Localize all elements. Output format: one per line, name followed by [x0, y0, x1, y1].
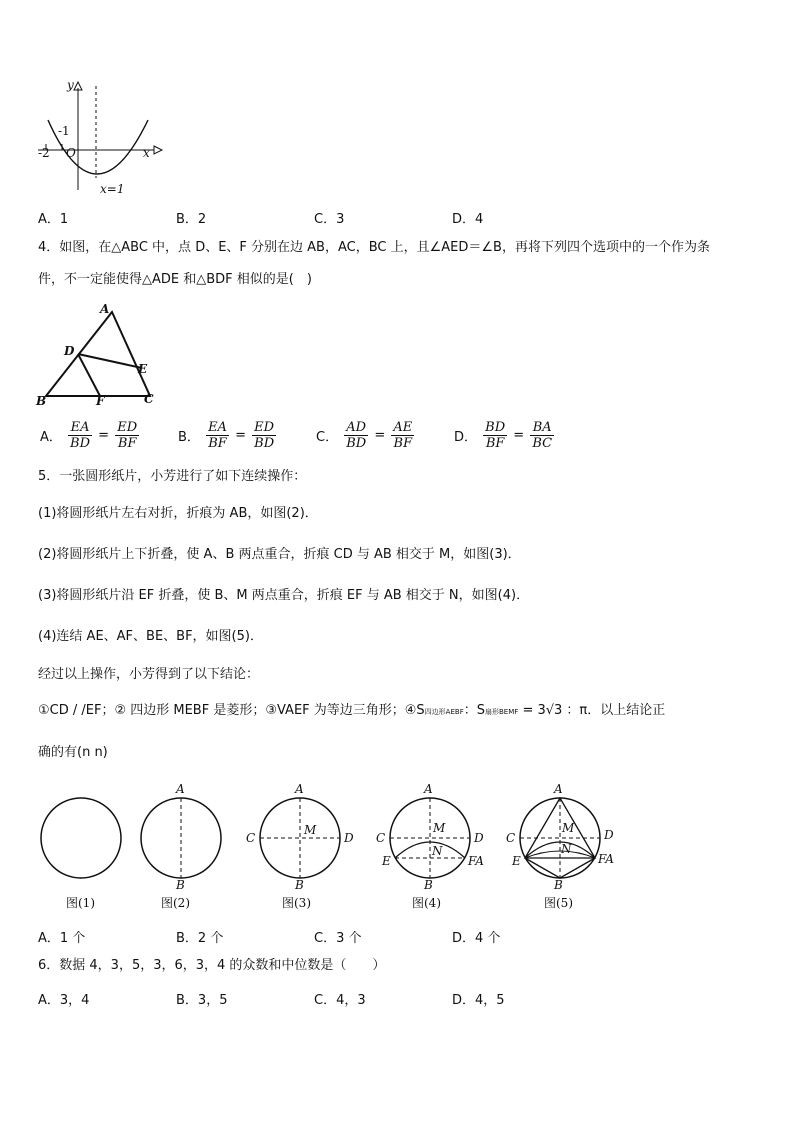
q5-option-b[interactable]: B．2 个 — [176, 931, 224, 946]
fig4-label-d: D — [474, 831, 484, 845]
q5-conclusion-line2: 确的有(n n) — [38, 745, 108, 760]
vertex-d-label: D — [64, 344, 75, 358]
q3-option-c[interactable]: C．3 — [314, 212, 345, 227]
q5-stem: 5．一张圆形纸片，小芳进行了如下连续操作： — [38, 469, 307, 484]
q4-stem-line1: 4．如图，在△ABC 中，点 D、E、F 分别在边 AB，AC，BC 上，且∠AED＝∠B，再将下列四个选项中的一个作为条 — [38, 240, 710, 255]
q5-option-c[interactable]: C．3 个 — [314, 931, 362, 946]
q4-triangle-figure — [32, 300, 167, 415]
q5-step-1: (1)将圆形纸片左右对折，折痕为 AB，如图(2)． — [38, 506, 318, 521]
q5-figures — [30, 778, 630, 913]
q5-conclusions: ①CD / /EF；② 四边形 MEBF 是菱形；③VAEF 为等边三角形；④S四边形AEBF：S扇形BEMF = 3√3 ：π．以上结论正 — [38, 703, 666, 718]
fig2-label-b: B — [176, 878, 185, 892]
fig3-label-a: A — [295, 782, 304, 796]
q4-option-d[interactable]: D． $\frac{BD}{BF}$ = $\frac{BA}{BC}$ — [454, 420, 553, 451]
fig5-label-c: C — [506, 831, 516, 845]
q5-option-a[interactable]: A．1 个 — [38, 931, 86, 946]
fig4-label-e: E — [382, 854, 391, 868]
fig1-caption: 图(1) — [66, 896, 95, 910]
tick-neg1-label: -1 — [58, 124, 70, 138]
vertex-b-label: B — [36, 394, 47, 408]
origin-label: O — [66, 146, 76, 160]
q3-option-a[interactable]: A．1 — [38, 212, 69, 227]
q5-conclusion-intro: 经过以上操作，小芳得到了以下结论： — [38, 667, 260, 682]
fig5-label-m: M — [562, 821, 575, 835]
fig5-label-n: N — [561, 842, 572, 856]
q6-option-c[interactable]: C．4，3 — [314, 993, 366, 1008]
fig5-caption: 图(5) — [544, 896, 573, 910]
q3-option-b[interactable]: B．2 — [176, 212, 207, 227]
fig4-label-b: B — [424, 878, 433, 892]
q6-option-b[interactable]: B．3，5 — [176, 993, 228, 1008]
fig3-label-b: B — [295, 878, 304, 892]
fig5-label-fa: FA — [598, 852, 614, 866]
fig4-caption: 图(4) — [412, 896, 441, 910]
fig4-label-fa: FA — [468, 854, 484, 868]
q5-step-2: (2)将圆形纸片上下折叠，使 A、B 两点重合，折痕 CD 与 AB 相交于 M，如图(3)． — [38, 547, 521, 562]
fig4-label-a: A — [424, 782, 433, 796]
fig4-label-n: N — [432, 844, 443, 858]
q4-option-c[interactable]: C． $\frac{AD}{BD}$ = $\frac{AE}{BF}$ — [316, 420, 413, 451]
circle-figures-svg — [30, 778, 630, 888]
fig4-label-c: C — [376, 831, 386, 845]
vertex-e-label: E — [138, 362, 148, 376]
y-axis-label: y — [67, 78, 74, 92]
axis-of-symmetry-label: x=1 — [100, 182, 125, 196]
q5-step-4: (4)连结 AE、AF、BE、BF，如图(5)． — [38, 629, 263, 644]
tick-neg2-label: -2 — [38, 146, 50, 160]
q5-option-d[interactable]: D．4 个 — [452, 931, 501, 946]
fig5-label-e: E — [512, 854, 521, 868]
q3-option-d[interactable]: D．4 — [452, 212, 484, 227]
q4-stem-line2: 件，不一定能使得△ADE 和△BDF 相似的是( ) — [38, 272, 312, 287]
q6-option-d[interactable]: D．4，5 — [452, 993, 505, 1008]
parabola-graph — [36, 78, 166, 198]
fig2-label-a: A — [176, 782, 185, 796]
fig3-label-d: D — [344, 831, 354, 845]
q6-option-a[interactable]: A．3，4 — [38, 993, 90, 1008]
fig3-label-m: M — [304, 823, 317, 837]
fig3-label-c: C — [246, 831, 256, 845]
x-axis-label: x — [143, 146, 150, 160]
fig5-label-a: A — [554, 782, 563, 796]
q4-option-a[interactable]: A． $\frac{EA}{BD}$ = $\frac{ED}{BF}$ — [40, 420, 138, 451]
fig5-label-d: D — [604, 828, 614, 842]
fig3-caption: 图(3) — [282, 896, 311, 910]
fig5-label-b: B — [554, 878, 563, 892]
fig4-label-m: M — [433, 821, 446, 835]
q3-graph — [36, 78, 166, 198]
q5-step-3: (3)将圆形纸片沿 EF 折叠，使 B、M 两点重合，折痕 EF 与 AB 相交于 N，如图(4)． — [38, 588, 530, 603]
fig2-caption: 图(2) — [161, 896, 190, 910]
q6-stem: 6．数据 4，3，5，3，6，3，4 的众数和中位数是（ ） — [38, 958, 386, 973]
vertex-f-label: F — [96, 394, 105, 408]
vertex-c-label: C — [144, 392, 154, 406]
vertex-a-label: A — [100, 302, 110, 316]
q4-option-b[interactable]: B． $\frac{EA}{BF}$ = $\frac{ED}{BD}$ — [178, 420, 275, 451]
